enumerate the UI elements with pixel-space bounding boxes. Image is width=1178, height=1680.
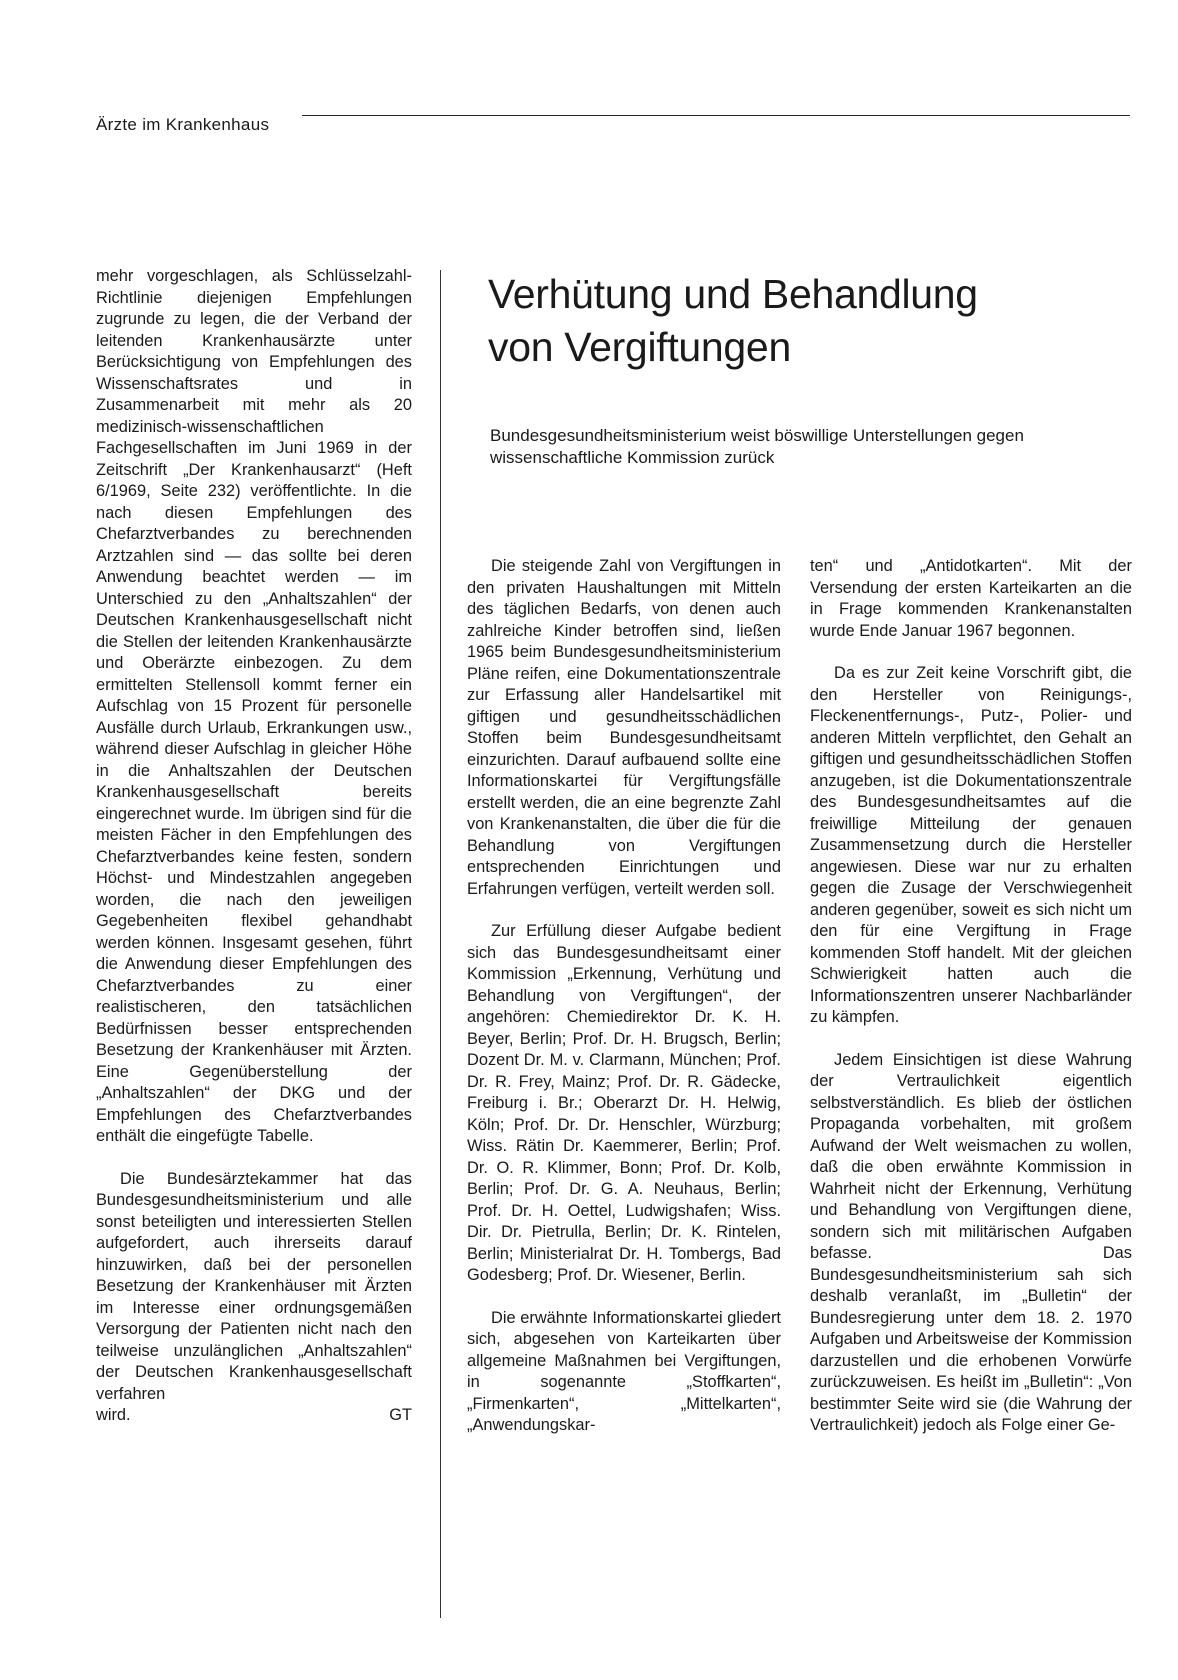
left-column: [96, 266, 412, 1427]
middle-paragraph-3: Die erwähnte Informationskartei gliedert sich, abgesehen von Karteikarten über allgemeine Maßnahmen bei Vergiftungen, in sogenannte „Stoffkarten“, „Firmenkarten“, „Mittelkarten“, „Anwendungskar-: [467, 1308, 781, 1434]
middle-paragraph-2: Zur Erfüllung dieser Aufgabe bedient sich das Bundesgesundheitsamt einer Kommission „Erkennung, Verhütung und Behandlung von Vergiftungen“, der angehören: Chemiedirektor Dr. K. H. Beyer, Berlin; Prof. Dr. H. Brugsch, Berlin; Dozent Dr. M. v. Clarmann, München; Prof. Dr. R. Frey, Mainz; Prof. Dr. R. Gädecke, Freiburg i. Br.; Oberarzt Dr. H. Helwig, Köln; Prof. Dr. Dr. Henschler, Würzburg; Wiss. Rätin Dr. Kaemmerer, Berlin; Prof. Dr. O. R. Klimmer, Bonn; Prof. Dr. Kolb, Berlin; Prof. Dr. G. A. Neuhaus, Berlin; Prof. Dr. H. Oettel, Ludwigshafen; Wiss. Dir. Dr. Pietrulla, Berlin; Dr. K. Rintelen, Berlin; Ministerialrat Dr. H. Tombergs, Bad Godesberg; Prof. Dr. Wiesener, Berlin.: [467, 922, 781, 1284]
middle-column: [467, 556, 781, 1437]
right-paragraph-3: Jedem Einsichtigen ist diese Wahrung der Vertraulichkeit eigentlich selbstverständlich. Es blieb der östlichen Propaganda vorbehalten, mit großem Aufwand der Welt weismachen zu wollen, daß die oben erwähnte Kommission in Wahrheit nicht der Erkennung, Verhütung und Behandlung von Vergiftungen diene, sondern sich mit militärischen Aufgaben befasse. Das Bundesgesundheitsministerium sah sich deshalb veranlaßt, im „Bulletin“ der Bundesregierung unter dem 18. 2. 1970 Aufgaben und Arbeitsweise der Kommission darzustellen und die erhobenen Vorwürfe zurückzuweisen. Es heißt im „Bulletin“: „Von bestimmter Seite wird sie (die Wahrung der Vertraulichkeit) jedoch als Folge einer Ge-: [810, 1050, 1132, 1434]
left-paragraph-2-end: wird.: [96, 1406, 131, 1424]
left-paragraph-2: Die Bundesärztekammer hat das Bundesgesundheitsministerium und alle sonst beteiligten und interessierten Stellen aufgefordert, auch ihrerseits darauf hinzuwirken, daß bei der personellen Besetzung der Krankenhäuser mit Ärzten im Interesse einer ordnungsgemäßen Versorgung der Patienten nicht nach den teilweise unzulänglichen „Anhaltszahlen“ der Deutschen Krankenhausgesellschaft verfahren: [96, 1169, 412, 1403]
article-subtitle: Bundesgesundheitsministerium weist böswillige Unterstellungen gegen wissenschaftliche Kommission zurück: [490, 426, 1024, 467]
left-paragraph-1: mehr vorgeschlagen, als Schlüsselzahl-Richtlinie diejenigen Empfehlungen zugrunde zu legen, die der Verband der leitenden Krankenhausärzte unter Berücksichtigung von Empfehlungen des Wissenschaftsrates und in Zusammenarbeit mit mehr als 20 medizinisch-wissenschaftlichen Fachgesellschaften im Juni 1969 in der Zeitschrift „Der Krankenhausarzt“ (Heft 6/1969, Seite 232) veröffentlichte. In die nach diesen Empfehlungen des Chefarztverbandes zu berechnenden Arztzahlen sind — das sollte bei deren Anwendung beachtet werden — im Unterschied zu den „Anhaltszahlen“ der Deutschen Krankenhausgesellschaft nicht die Stellen der leitenden Krankenhausärzte und Oberärzte einbezogen. Zu dem ermittelten Stellensoll kommt ferner ein Aufschlag von 15 Prozent für personelle Ausfälle durch Urlaub, Erkrankungen usw., während dieser Aufschlag in gleicher Höhe in die Anhaltszahlen der Deutschen Krankenhausgesellschaft bereits eingerechnet wurde. Im übrigen sind für die meisten Fächer in den Empfehlungen des Chefarztverbandes keine festen, sondern Höchst- und Mindestzahlen angegeben worden, die nach den jeweiligen Gegebenheiten flexibel gehandhabt werden können. Insgesamt gesehen, führt die Anwendung dieser Empfehlungen des Chefarztverbandes zu einer realistischeren, den tatsächlichen Bedürfnissen besser entsprechenden Besetzung der Krankenhäuser mit Ärzten. Eine Gegenüberstellung der „Anhaltszahlen“ der DKG und der Empfehlungen des Chefarztverbandes enthält die eingefügte Tabelle.: [96, 267, 412, 1145]
title-line-1: Verhütung und Behandlung: [488, 271, 978, 317]
article-title: [488, 268, 1128, 374]
running-header: Ärzte im Krankenhaus: [96, 115, 270, 134]
title-line-2: von Vergiftungen: [488, 324, 791, 370]
left-signature-row: [96, 1405, 412, 1427]
column-divider: [440, 270, 441, 1618]
middle-paragraph-1: Die steigende Zahl von Vergiftungen in den privaten Haushaltungen mit Mitteln des täglichen Bedarfs, von denen auch zahlreiche Kinder betroffen sind, ließen 1965 beim Bundesgesundheitsministerium Pläne reifen, eine Dokumentationszentrale zur Erfassung aller Handelsartikel mit giftigen und gesundheitsschädlichen Stoffen beim Bundesgesundheitsamt einzurichten. Darauf aufbauend sollte eine Informationskartei für Vergiftungsfälle erstellt werden, die an eine begrenzte Zahl von Krankenanstalten, die über die für die Behandlung von Vergiftungen entsprechenden Einrichtungen und Erfahrungen verfügen, verteilt werden soll.: [467, 557, 781, 898]
header-rule: [302, 115, 1130, 116]
author-signature: GT: [389, 1406, 412, 1424]
right-paragraph-1: ten“ und „Antidotkarten“. Mit der Versendung der ersten Karteikarten an die in Frage kommenden Krankenanstalten wurde Ende Januar 1967 begonnen.: [810, 557, 1132, 640]
right-column: [810, 556, 1132, 1437]
right-paragraph-2: Da es zur Zeit keine Vorschrift gibt, die den Hersteller von Reinigungs-, Fleckenentfernungs-, Putz-, Polier- und anderen Mitteln verpflichtet, den Gehalt an giftigen und gesundheitsschädlichen Stoffen anzugeben, ist die Dokumentationszentrale des Bundesgesundheitsamtes auf die freiwillige Mitteilung der genauen Zusammensetzung durch die Hersteller angewiesen. Diese war nur zu erhalten gegen die Zusage der Verschwiegenheit anderen gegenüber, soweit es sich nicht um den für eine Vergiftung in Frage kommenden Stoff handelt. Mit der gleichen Schwierigkeit hatten auch die Informationszentren unserer Nachbarländer zu kämpfen.: [810, 664, 1132, 1026]
